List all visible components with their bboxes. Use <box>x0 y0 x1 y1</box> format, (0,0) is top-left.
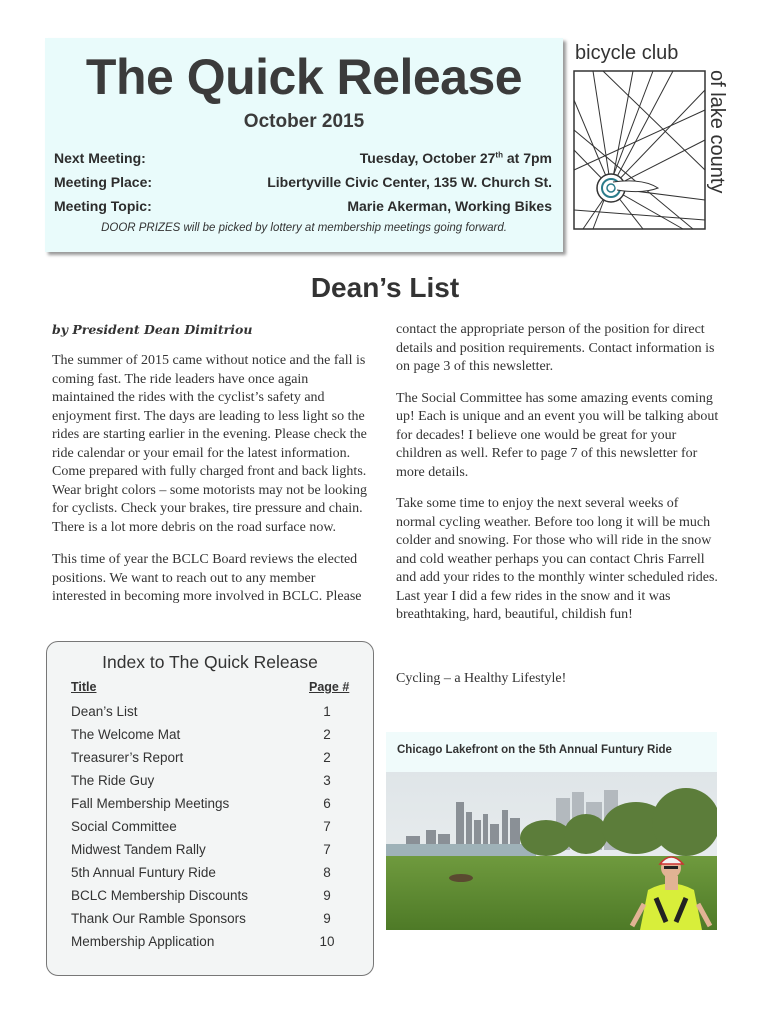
issue-date: October 2015 <box>243 111 365 132</box>
article-left-column <box>52 352 372 607</box>
index-row-page: 3 <box>323 773 331 788</box>
meeting-place-label: Meeting Place: <box>54 174 153 190</box>
index-row <box>71 911 361 931</box>
index-row-page: 1 <box>323 704 331 719</box>
index-row-title: Dean’s List <box>71 704 138 719</box>
bicycle-wheel-logo-icon <box>573 70 706 230</box>
index-row <box>71 727 361 747</box>
meeting-place-row <box>54 174 552 194</box>
index-box <box>46 641 374 976</box>
index-row <box>71 704 361 724</box>
index-row-page: 10 <box>319 934 335 949</box>
meeting-topic-label: Meeting Topic: <box>54 198 152 214</box>
article-paragraph: The summer of 2015 came without notice and the fall is coming fast. The ride leaders have once again maintained the rides with the cyclist’s safety and enjoyment first. The days are leading to less light so the rides are starting earlier in the evening. Please check the ride calendar or your email for the latest information. Come prepared with fully charged front and back lights. Wear bright colors – some motorists may not be looking for cyclists. Check your brakes, tire pressure and chain. There is a lot more debris on the road surface now. <box>52 353 367 535</box>
index-row <box>71 750 361 770</box>
index-row <box>71 888 361 908</box>
newsletter-title: The Quick Release <box>85 49 523 105</box>
index-row-page: 9 <box>323 888 331 903</box>
article-paragraph: The Social Committee has some amazing events coming up! Each is unique and an event you will be talking about for decades! I believe one would be great for your children as well. Refer to page 7 of this newsletter for more details. <box>396 390 719 480</box>
index-heading: Index to The Quick Release <box>102 652 318 672</box>
index-row <box>71 865 361 885</box>
article-paragraph: contact the appropriate person of the position for direct details and position requirements. Contact information is on page 3 of this newsletter. <box>396 322 715 374</box>
index-row <box>71 773 361 793</box>
article-byline: by President Dean Dimitriou <box>52 322 253 337</box>
index-row <box>71 842 361 862</box>
index-title-header: Title <box>71 680 97 694</box>
index-row-title: The Ride Guy <box>71 773 155 788</box>
index-row-title: Fall Membership Meetings <box>71 796 230 811</box>
next-meeting-label: Next Meeting: <box>54 150 146 166</box>
photo-caption-bar <box>386 732 717 772</box>
index-row-page: 8 <box>323 865 331 880</box>
index-row <box>71 934 361 954</box>
logo-text-club: bicycle club <box>575 42 679 64</box>
index-row-page: 7 <box>323 842 331 857</box>
meeting-topic-value: Marie Akerman, Working Bikes <box>347 198 552 214</box>
index-row-page: 2 <box>323 750 331 765</box>
meeting-topic-row <box>54 198 552 218</box>
lakefront-photo <box>386 772 717 930</box>
article-heading: Dean’s List <box>310 272 460 303</box>
meeting-place-value: Libertyville Civic Center, 135 W. Church St. <box>267 174 552 190</box>
index-row-title: 5th Annual Funtury Ride <box>71 865 216 880</box>
article-paragraph: Take some time to enjoy the next several weeks of normal cycling weather. Before too long it will be much colder and snowing. For those who will ride in the snow and cold weather perhaps you can contact Chris Farrell and add your rides to the monthly winter scheduled rides. Last year I did a few rides in the snow and it was breathtaking, hard, beautiful, childish fun! <box>396 496 718 622</box>
next-meeting-value: Tuesday, October 27th at 7pm <box>359 150 552 166</box>
photo-caption: Chicago Lakefront on the 5th Annual Funtury Ride <box>397 744 672 756</box>
logo-text-county: of lake county <box>706 70 728 194</box>
index-row-title: Thank Our Ramble Sponsors <box>71 911 246 926</box>
masthead <box>45 38 563 252</box>
index-row-title: Membership Application <box>71 934 215 949</box>
index-row-title: BCLC Membership Discounts <box>71 888 249 903</box>
index-row-title: The Welcome Mat <box>71 727 181 742</box>
door-prizes-notice: DOOR PRIZES will be picked by lottery at membership meetings going forward. <box>101 222 507 234</box>
index-row <box>71 819 361 839</box>
article-paragraph: This time of year the BCLC Board reviews the elected positions. We want to reach out to any member interested in becoming more involved in BCLC. Please <box>52 552 362 604</box>
index-row <box>71 796 361 816</box>
index-row-page: 2 <box>323 727 331 742</box>
index-page-header: Page # <box>309 680 350 694</box>
next-meeting-row <box>54 150 552 170</box>
index-row-title: Social Committee <box>71 819 177 834</box>
index-row-page: 7 <box>323 819 331 834</box>
index-row-title: Midwest Tandem Rally <box>71 842 206 857</box>
index-row-page: 9 <box>323 911 331 926</box>
index-row-page: 6 <box>323 796 331 811</box>
article-tagline: Cycling – a Healthy Lifestyle! <box>396 671 567 686</box>
index-row-title: Treasurer’s Report <box>71 750 184 765</box>
article-right-column <box>396 321 721 625</box>
